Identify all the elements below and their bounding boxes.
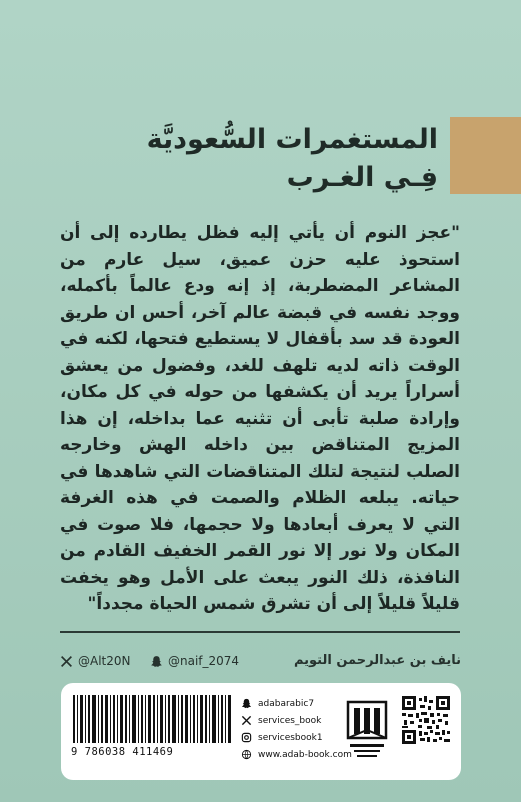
link-text: servicesbook1 — [258, 732, 323, 743]
isbn-number: 9 786038 411469 — [71, 746, 174, 758]
book-title — [147, 122, 438, 196]
snapchat-icon — [150, 655, 163, 668]
link-text: adabarabic7 — [258, 698, 315, 709]
x-handle — [60, 654, 131, 668]
publisher-logo — [342, 698, 392, 762]
snapchat-handle — [150, 654, 239, 668]
barcode — [73, 695, 233, 743]
globe-icon — [241, 749, 252, 760]
author-name: نايف بن عبدالرحمن التويم — [293, 653, 461, 668]
snapchat-icon — [241, 698, 252, 709]
title-line-1: المستغمرات السُّعوديَّة — [146, 124, 438, 155]
link-text: services_book — [258, 715, 322, 726]
divider — [60, 631, 460, 633]
x-icon — [60, 655, 73, 668]
link-text: www.adab-book.com — [258, 749, 352, 760]
instagram-icon — [241, 732, 252, 743]
title-line-2: فِـي الغـرب — [286, 162, 438, 193]
x-icon — [241, 715, 252, 726]
accent-bar — [450, 117, 521, 194]
x-handle-text: @Alt20N — [78, 654, 131, 668]
snapchat-handle-text: @naif_2074 — [168, 654, 240, 668]
blurb-text: "عجز النوم أن يأتي إليه فظل يطارده إلى أن استحوذ عليه حزن عميق، سيل عارم من المشاعر المضطربة، إذ إنه ودع عالماً بأكمله، ووجد نفسه في قبضة عالم آخر، أحس ان طريق العودة قد سد بأقفال لا يستطيع فتحها، لكنه في الوقت ذاته لديه تلهف للغد، وفضول من يعشق أسراراً يريد أن يكشفها من حوله في كل مكان، وإرادة صلبة تأبى أن تثنيه عما بداخله، إن هذا المزيج المتناقض بين داخله الهش وخارجه الصلب لنتيجة لتلك المتناقضات التي شاهدها في حياته. يبلعه الظلام والصمت في هذه الغرفة التي لا يعرف أبعادها ولا حجمها، فلا صوت في المكان ولا نور إلا نور القمر الخفيف القادم من النافذة، ذلك النور يبعث على الأمل وهو يخفت قليلاً قليلاً إلى أن تشرق شمس الحياة مجدداً" — [60, 223, 460, 614]
qr-code[interactable] — [402, 696, 450, 744]
info-panel — [61, 683, 461, 780]
